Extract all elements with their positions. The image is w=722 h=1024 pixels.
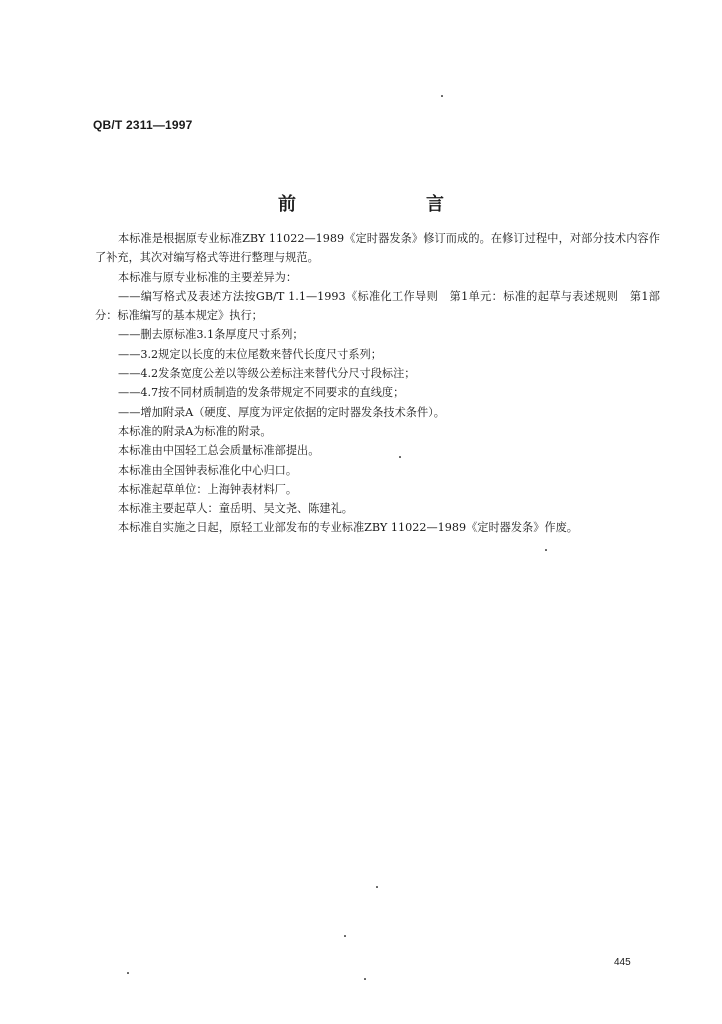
page-title: 前 言 — [278, 194, 500, 215]
paragraph-supersession: 本标准自实施之日起，原轻工业部发布的专业标准ZBY 11022—1989《定时器发条》作废。 — [118, 521, 578, 535]
list-item-width-tolerance: ——4.2发条宽度公差以等级公差标注来替代分尺寸段标注； — [118, 367, 416, 381]
scan-speck — [441, 95, 443, 97]
list-item-thickness: ——删去原标准3.1条厚度尺寸系列； — [118, 328, 304, 342]
list-item-appendix: ——增加附录A（硬度、厚度为评定依据的定时器发条技术条件）。 — [118, 405, 445, 419]
list-item-length: ——3.2规定以长度的末位尾数来替代长度尺寸系列； — [118, 347, 382, 361]
paragraph-appendix-status: 本标准的附录A为标准的附录。 — [118, 424, 272, 438]
page-number: 445 — [614, 957, 631, 968]
standard-code: QB/T 2311—1997 — [93, 118, 193, 132]
paragraph-drafting-unit: 本标准起草单位：上海钟表材料厂。 — [118, 482, 298, 496]
scan-speck — [344, 935, 346, 937]
scan-speck — [364, 978, 366, 980]
list-item-straightness: ——4.7按不同材质制造的发条带规定不同要求的直线度； — [118, 386, 405, 400]
scan-speck — [545, 549, 547, 551]
list-item-format: ——编写格式及表述方法按GB/T 1.1—1993《标准化工作导则 第1单元：标准的起草与表述规则 第1部分：标准编写的基本规定》执行； — [95, 289, 660, 323]
paragraph-drafters: 本标准主要起草人：童岳明、吴文尧、陈建礼。 — [118, 502, 353, 516]
paragraph-administrator: 本标准由全国钟表标准化中心归口。 — [118, 463, 298, 477]
paragraph-proposer: 本标准由中国轻工总会质量标准部提出。 — [118, 444, 320, 458]
paragraph-differences-intro: 本标准与原专业标准的主要差异为： — [118, 270, 298, 284]
paragraph-revision-basis: 本标准是根据原专业标准ZBY 11022—1989《定时器发条》修订而成的。在修订过程中，对部分技术内容作了补充，其次对编写格式等进行整理与规范。 — [95, 232, 660, 265]
foreword-body — [95, 229, 660, 538]
scan-speck — [127, 972, 129, 974]
scan-speck — [399, 456, 401, 458]
scan-speck — [376, 886, 378, 888]
